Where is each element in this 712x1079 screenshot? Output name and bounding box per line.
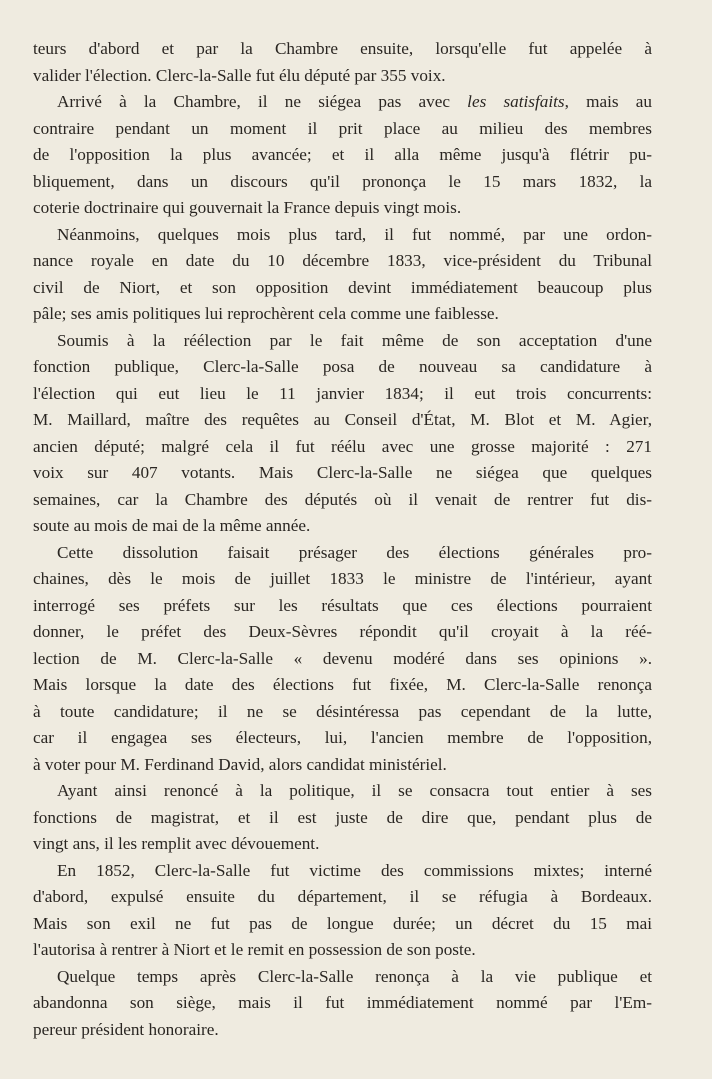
text-line: bliquement, dans un discours qu'il prononça le 15 mars 1832, la xyxy=(33,171,652,191)
text-line: teurs d'abord et par la Chambre ensuite, lorsqu'elle fut appelée à xyxy=(33,39,652,58)
text-line: voix sur 407 votants. Mais Clerc-la-Salle ne siégea que quelques xyxy=(33,463,652,482)
text-line: civil de Niort, et son opposition devint immédiatement beaucoup plus xyxy=(33,277,652,297)
text-line: semaines, car la Chambre des députés où il venait de rentrer fut dis- xyxy=(33,489,652,509)
text-line: Ayant ainsi renoncé à la politique, il se consacra tout entier à ses xyxy=(57,781,652,800)
text-line: l'autorisa à rentrer à Niort et le remit en possession de son poste. xyxy=(33,940,476,959)
text-line: de l'opposition la plus avancée; et il alla même jusqu'à flétrir pu- xyxy=(33,145,652,164)
text-line: coterie doctrinaire qui gouvernait la France depuis vingt mois. xyxy=(33,198,462,217)
text-line: soute au mois de mai de la même année. xyxy=(33,516,311,535)
text-line: valider l'élection. Clerc-la-Salle fut élu député par 355 voix. xyxy=(33,65,446,85)
text-line: pâle; ses amis politiques lui reprochèrent cela comme une faiblesse. xyxy=(33,304,499,323)
text-line: Mais son exil ne fut pas de longue durée; un décret du 15 mai xyxy=(33,913,652,933)
text-line: à voter pour M. Ferdinand David, alors candidat ministériel. xyxy=(33,754,447,774)
text-line: Soumis à la réélection par le fait même de son acceptation d'une xyxy=(57,330,652,350)
text-line: d'abord, expulsé ensuite du département, il se réfugia à Bordeaux. xyxy=(33,887,652,906)
text-line: à toute candidature; il ne se désintéressa pas cependant de la lutte, xyxy=(33,701,652,721)
text-line: En 1852, Clerc-la-Salle fut victime des commissions mixtes; interné xyxy=(57,860,652,880)
body-text xyxy=(33,36,652,1043)
text-line: nance royale en date du 10 décembre 1833, vice-président du Tribunal xyxy=(33,251,652,270)
text-line: chaines, dès le mois de juillet 1833 le ministre de l'intérieur, ayant xyxy=(33,569,652,588)
text-line: vingt ans, il les remplit avec dévouement. xyxy=(33,834,320,853)
text-line: lection de M. Clerc-la-Salle « devenu modéré dans ses opinions ». xyxy=(33,648,652,668)
text-line: Mais lorsque la date des élections fut fixée, M. Clerc-la-Salle renonça xyxy=(33,675,652,694)
text-line: l'élection qui eut lieu le 11 janvier 1834; il eut trois concurrents: xyxy=(33,383,652,403)
text-line: Quelque temps après Clerc-la-Salle renonça à la vie publique et xyxy=(57,966,652,986)
text-line: abandonna son siège, mais il fut immédiatement nommé par l'Em- xyxy=(33,993,652,1012)
text-line: fonctions de magistrat, et il est juste de dire que, pendant plus de xyxy=(33,807,652,827)
text-line: fonction publique, Clerc-la-Salle posa de nouveau sa candidature à xyxy=(33,357,652,376)
text-line: interrogé ses préfets sur les résultats que ces élections pourraient xyxy=(33,595,652,615)
text-line: donner, le préfet des Deux-Sèvres répondit qu'il croyait à la réé- xyxy=(33,622,652,641)
text-line: pereur président honoraire. xyxy=(33,1019,219,1039)
text-line: M. Maillard, maître des requêtes au Conseil d'État, M. Blot et M. Agier, xyxy=(33,410,652,429)
text-line: Arrivé à la Chambre, il ne siégea pas avec les satisfaits, mais au xyxy=(57,92,653,111)
text-line: car il engagea ses électeurs, lui, l'ancien membre de l'opposition, xyxy=(33,728,652,747)
italic-phrase: les satisfaits xyxy=(467,92,565,111)
text-line: ancien député; malgré cela il fut réélu avec une grosse majorité : 271 xyxy=(33,436,652,456)
text-line: Néanmoins, quelques mois plus tard, il fut nommé, par une ordon- xyxy=(57,224,652,244)
text-line: contraire pendant un moment il prit place au milieu des membres xyxy=(33,118,652,138)
text-line: Cette dissolution faisait présager des élections générales pro- xyxy=(57,542,652,562)
